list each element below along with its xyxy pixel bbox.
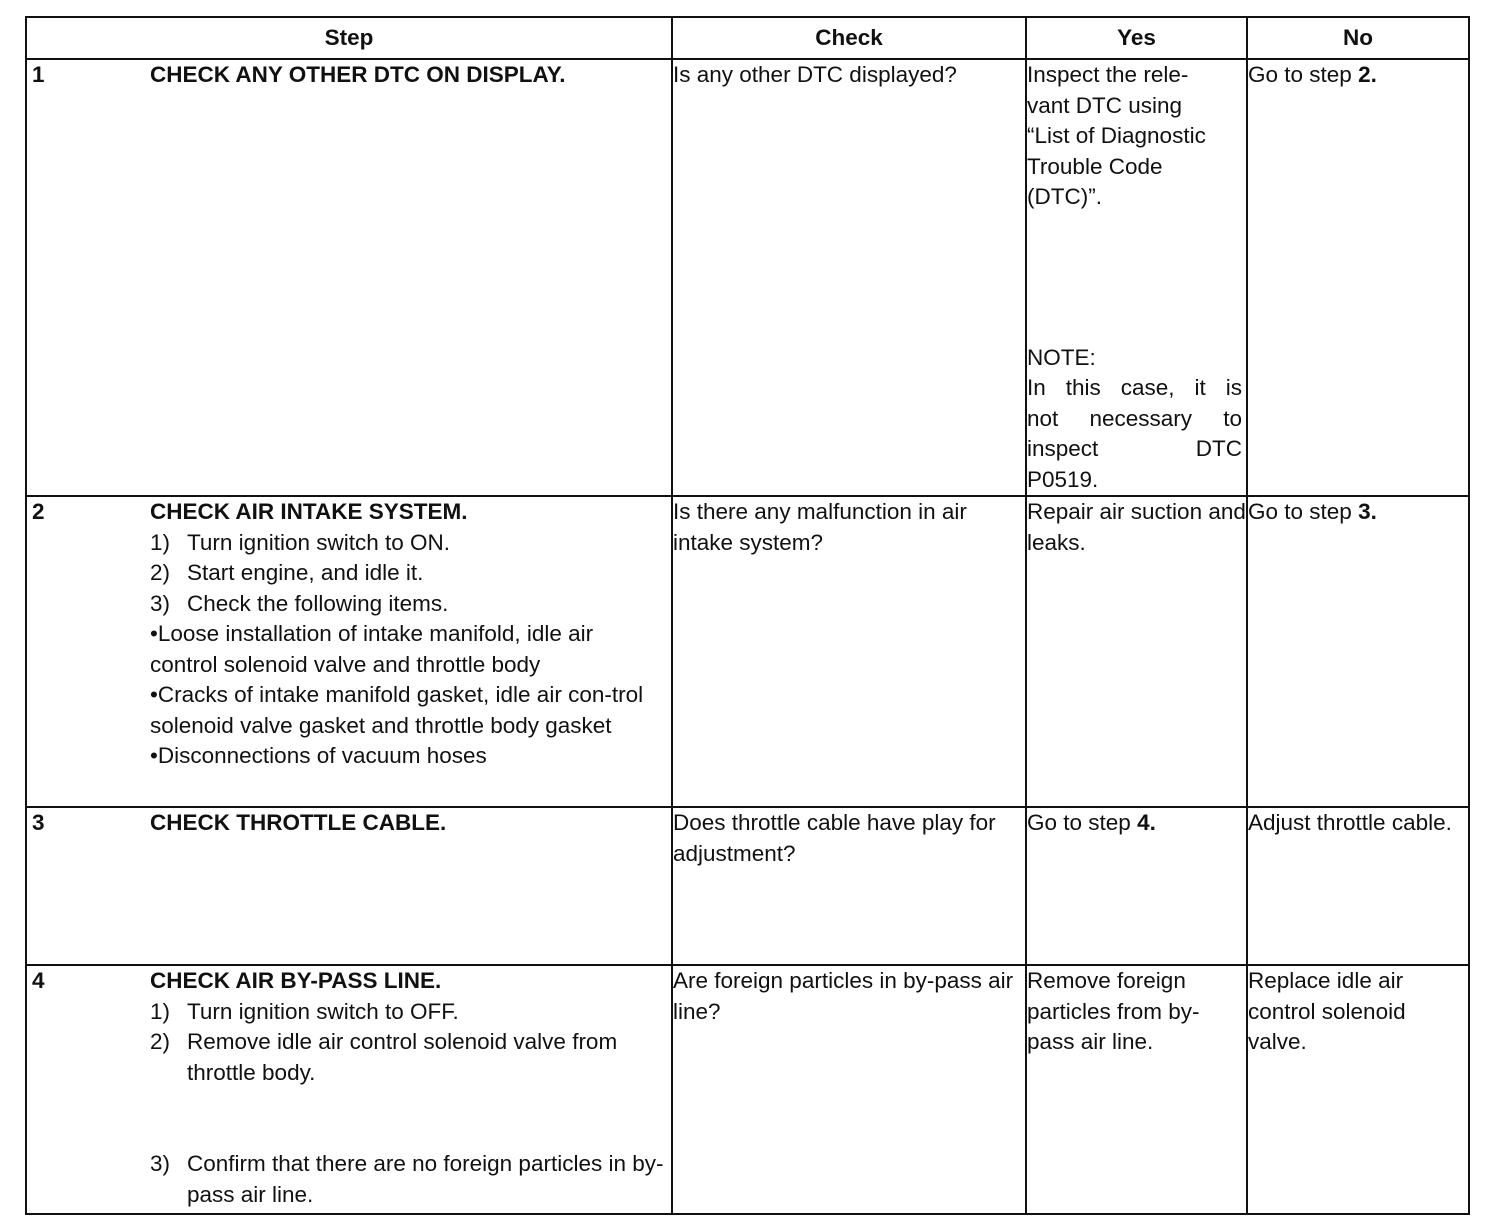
- substep: [150, 589, 665, 620]
- header-row: [26, 17, 1469, 59]
- yes-text: Go to step: [1027, 810, 1138, 835]
- no-text: Replace idle air control solenoid valve.: [1248, 968, 1406, 1054]
- substep-text: Start engine, and idle it.: [187, 560, 424, 585]
- header-step: Step: [26, 17, 672, 59]
- substep-number: 2): [150, 560, 171, 585]
- note-line: In this case, it is: [1027, 375, 1242, 400]
- substep: [150, 997, 665, 1028]
- step-number: 1: [32, 62, 45, 87]
- yes-line: Trouble Code: [1027, 153, 1163, 179]
- yes-cell: [1026, 496, 1247, 807]
- step-title: CHECK ANY OTHER DTC ON DISPLAY.: [150, 62, 566, 87]
- no-step-ref: 2.: [1358, 62, 1377, 87]
- substep-text: Confirm that there are no foreign particles in by-pass air line.: [187, 1151, 664, 1207]
- step-title: CHECK AIR INTAKE SYSTEM.: [150, 499, 468, 524]
- bullet-item: •Loose installation of intake manifold, idle air control solenoid valve and throttle body: [150, 621, 594, 677]
- no-cell: [1247, 965, 1469, 1214]
- step-number: 4: [32, 968, 45, 993]
- note-line: not necessary to: [1027, 405, 1242, 431]
- header-no: No: [1247, 17, 1469, 59]
- no-step-ref: 3.: [1358, 499, 1377, 524]
- yes-text: Remove foreign particles from by-pass air line.: [1027, 968, 1200, 1054]
- substep-number: 2): [150, 1029, 171, 1054]
- table-row: [26, 965, 1469, 1214]
- substep: [150, 1027, 665, 1088]
- step-cell: [26, 59, 672, 496]
- check-cell: [672, 59, 1026, 496]
- yes-cell: [1026, 807, 1247, 965]
- substep: [150, 558, 665, 589]
- diagnostic-table: [25, 16, 1470, 1215]
- step-cell: [26, 807, 672, 965]
- step-cell: [26, 496, 672, 807]
- bullet-item: •Disconnections of vacuum hoses: [150, 743, 487, 768]
- no-text: Go to step: [1248, 62, 1359, 87]
- yes-line: Inspect the rele-: [1027, 62, 1189, 87]
- no-cell: [1247, 496, 1469, 807]
- no-text: Adjust throttle cable.: [1248, 810, 1452, 835]
- check-text: Are foreign particles in by-pass air line?: [673, 968, 1014, 1024]
- check-cell: [672, 965, 1026, 1214]
- table-row: [26, 807, 1469, 965]
- step-cell: [26, 965, 672, 1214]
- no-cell: [1247, 59, 1469, 496]
- check-cell: [672, 496, 1026, 807]
- check-cell: [672, 807, 1026, 965]
- yes-line: “List of Diagnostic: [1027, 123, 1206, 148]
- header-check: Check: [672, 17, 1026, 59]
- substep-text: Turn ignition switch to OFF.: [187, 998, 459, 1024]
- step-title: CHECK AIR BY-PASS LINE.: [150, 968, 442, 993]
- substep-number: 3): [150, 590, 171, 616]
- substep-number: 3): [150, 1151, 171, 1176]
- substep: [150, 528, 665, 559]
- check-text: Is any other DTC displayed?: [673, 62, 957, 87]
- substep-number: 1): [150, 998, 171, 1024]
- step-number: 3: [32, 810, 45, 835]
- yes-text: Repair air suction and leaks.: [1027, 499, 1246, 555]
- header-yes: Yes: [1026, 17, 1247, 59]
- table-row: [26, 59, 1469, 496]
- substep: [150, 1149, 665, 1210]
- substep-number: 1): [150, 529, 171, 555]
- no-text: Go to step: [1248, 499, 1359, 524]
- substep-text: Turn ignition switch to ON.: [187, 529, 451, 555]
- yes-line: (DTC)”.: [1027, 184, 1102, 209]
- check-text: Does throttle cable have play for adjustment?: [673, 810, 996, 866]
- step-title: CHECK THROTTLE CABLE.: [150, 810, 447, 835]
- table-row: [26, 496, 1469, 807]
- note-label: NOTE:: [1027, 344, 1096, 370]
- note-line: inspect DTC: [1027, 436, 1242, 461]
- yes-cell: [1026, 965, 1247, 1214]
- yes-cell: [1026, 59, 1247, 496]
- yes-line: vant DTC using: [1027, 92, 1183, 118]
- no-cell: [1247, 807, 1469, 965]
- step-number: 2: [32, 499, 45, 524]
- yes-step-ref: 4.: [1137, 810, 1156, 835]
- bullet-item: •Cracks of intake manifold gasket, idle air con-trol solenoid valve gasket and throttle body gasket: [150, 682, 644, 738]
- substep-text: Remove idle air control solenoid valve from throttle body.: [187, 1029, 618, 1085]
- substep-text: Check the following items.: [187, 590, 449, 616]
- check-text: Is there any malfunction in air intake system?: [673, 499, 967, 555]
- note-line: P0519.: [1027, 466, 1099, 492]
